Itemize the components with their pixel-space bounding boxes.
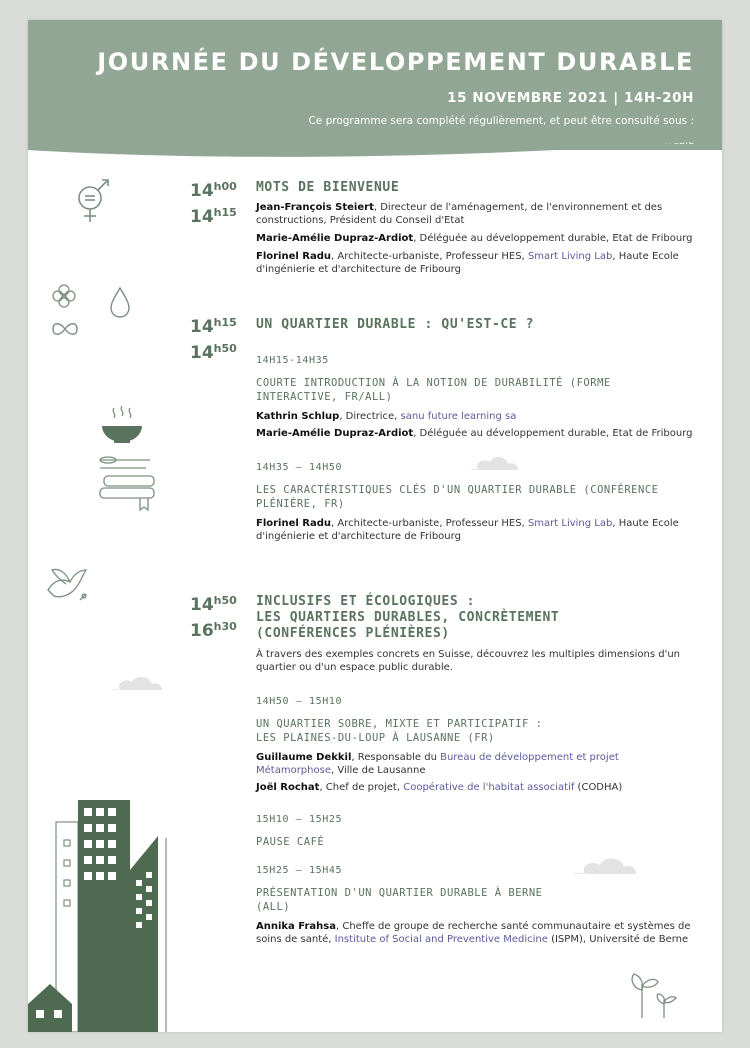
section2-start-time: $14^{h15}$ (190, 316, 237, 337)
section1 (256, 180, 696, 276)
talk-title: UN QUARTIER SOBRE, MIXTE ET PARTICIPATIF : LES PLAINES-DU-LOUP À LAUSANNE (FR) (256, 718, 543, 744)
section2 (256, 317, 696, 543)
speaker: Joël Rochat, Chef de projet, Coopérative de l'habitat associatif (CODHA) (256, 782, 623, 793)
speaker: Marie-Amélie Dupraz-Ardiot, Déléguée au développement durable, Etat de Fribourg (256, 233, 693, 244)
flower-icon (50, 282, 78, 310)
gender-equality-icon (72, 178, 116, 226)
dove-icon (44, 560, 92, 604)
section2-title: UN QUARTIER DURABLE : QU'EST-CE ? (256, 317, 535, 332)
infinity-icon (50, 320, 80, 338)
smart-living-lab-link[interactable]: Smart Living Lab (527, 251, 613, 262)
sanu-link[interactable]: sanu future learning sa (400, 411, 517, 422)
program-note: Ce programme sera complété régulièrement, et peut être consulté sous : (308, 115, 694, 127)
smart-living-lab-link[interactable]: Smart Living Lab (527, 518, 613, 529)
time-slot: 15H10 – 15H25 (256, 814, 343, 825)
time-slot: 14H15-14H35 (256, 355, 329, 366)
talk-title: PRÉSENTATION D'UN QUARTIER DURABLE À BERNE (ALL) (256, 887, 543, 913)
time-slot: 15H25 – 15H45 (256, 865, 343, 876)
talk-title: PAUSE CAFÉ (256, 836, 325, 848)
codha-link[interactable]: Coopérative de l'habitat associatif (403, 782, 575, 793)
speaker: Kathrin Schlup, Directrice, sanu future learning sa (256, 411, 517, 422)
section1-start-time: $14^{h00}$ (190, 180, 237, 201)
header-banner (28, 20, 722, 150)
talk-title: COURTE INTRODUCTION À LA NOTION DE DURABILITÉ (FORME INTERACTIVE, FR/ALL) (256, 377, 611, 403)
event-date: 15 NOVEMBRE 2021 | 14H-20H (447, 90, 694, 106)
food-bowl-icon (96, 404, 166, 516)
section3-title: INCLUSIFS ET ÉCOLOGIQUES : LES QUARTIERS DURABLES, CONCRÈTEMENT (CONFÉRENCES PLÉNIÈRES) (256, 594, 560, 641)
speaker: Florinel Radu, Architecte-urbaniste, Professeur HES, Smart Living Lab, Haute Ecole d'ingénierie et d'architecture de Fribourg (256, 518, 679, 542)
ispm-link[interactable]: Institute of Social and Preventive Medicine (334, 934, 548, 945)
time-slot: 14H50 – 15H10 (256, 696, 343, 707)
sprout-icon (626, 964, 680, 1020)
speaker: Jean-François Steiert, Directeur de l'aménagement, de l'environnement et des constructions, Président du Conseil d'Etat (256, 202, 663, 226)
talk-title: LES CARACTÉRISTIQUES CLÉS D'UN QUARTIER DURABLE (CONFÉRENCE PLÉNIÈRE, FR) (256, 484, 659, 510)
speaker: Annika Frahsa, Cheffe de groupe de recherche santé communautaire et systèmes de soins de santé, Institute of Social and Preventive Medicine (ISPM), Université de Berne (256, 921, 691, 945)
program-page (28, 20, 722, 1032)
speaker: Guillaume Dekkil, Responsable du Bureau de développement et projet Métamorphose, Ville de Lausanne (256, 752, 619, 776)
section3-start-time: $14^{h50}$ (190, 594, 237, 615)
section2-end-time: $14^{h50}$ (190, 342, 237, 363)
section3-end-time: $16^{h30}$ (190, 620, 237, 641)
section1-title: MOTS DE BIENVENUE (256, 180, 400, 195)
metamorphose-link[interactable]: Bureau de développement et projet Métamorphose (256, 752, 619, 776)
time-slot: 14H35 – 14H50 (256, 462, 343, 473)
books-icon (100, 457, 154, 510)
cloud-icon (568, 852, 640, 876)
section1-end-time: $14^{h15}$ (190, 206, 237, 227)
header-wave (28, 132, 722, 172)
speaker: Marie-Amélie Dupraz-Ardiot, Déléguée au développement durable, Etat de Fribourg (256, 428, 693, 439)
house-icon (28, 984, 72, 1032)
section3-intro: À travers des exemples concrets en Suisse, découvrez les multiples dimensions d'un quartier ou d'un espace public durable. (256, 649, 681, 673)
water-drop-icon (108, 286, 132, 320)
city-buildings-icon (28, 760, 188, 1032)
section3 (256, 594, 696, 946)
cloud-icon (106, 672, 166, 692)
speaker: Florinel Radu, Architecte-urbaniste, Professeur HES, Smart Living Lab, Haute Ecole d'ingénierie et d'architecture de Fribourg (256, 251, 679, 275)
cloud-icon (466, 452, 522, 472)
page-title: JOURNÉE DU DÉVELOPPEMENT DURABLE (97, 48, 694, 76)
